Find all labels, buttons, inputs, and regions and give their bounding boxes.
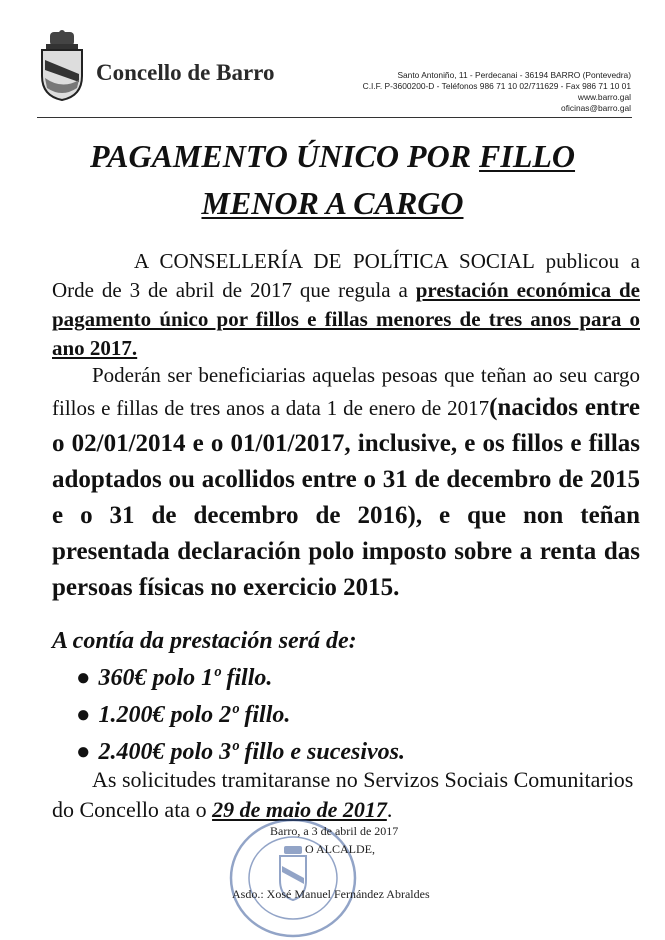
cif-phone-text: C.I.F. P-3600200-D - Teléfonos 986 71 10 02/711629 - Fax 986 71 10 01 [362,81,631,91]
title-line2-text: MENOR A CARGO [201,185,464,221]
bullet-icon: ● [76,665,91,691]
beneficiaries-bold-text: (nacidos entre o 02/01/2014 e o 01/01/2017, inclusive, e os fillos e fillas adoptados ou acollidos entre o 31 de decembro de 2015 e o 31 de decembro de 2016), e que non teñan presentada declaración polo imposto sobre a renta das persoas físicas no exercicio 2015. [52,394,640,601]
amounts-list [76,660,405,771]
letterhead [0,0,665,125]
document-title-line1 [0,138,665,175]
bullet-icon: ● [76,702,91,728]
signer-name: Asdo.: Xosé Manuel Fernández Abraldes [232,887,430,901]
contact-block [363,70,631,114]
website-text: www.barro.gal [577,92,631,102]
title-part-b: FILLO [479,138,576,174]
list-item [76,660,405,697]
place-date: Barro, a 3 de abril de 2017 [270,824,399,838]
intro-paragraph [52,247,640,363]
closing-end: . [386,797,393,822]
beneficiaries-paragraph [52,361,640,606]
document-title-line2 [0,185,665,222]
coat-of-arms-icon [37,30,87,102]
header-divider [37,117,632,118]
intro-highlight: prestación económica de pagamento único por fillos e fillas menores de tres anos para o ano 2017. [52,278,640,360]
deadline-date: 29 de maio de 2017 [212,797,387,822]
address-text: Santo Antoniño, 11 - Perdecanai - 36194 BARRO (Pontevedra) [397,70,631,80]
amount-text: 2.400€ polo 3º fillo e sucesivos. [98,739,406,765]
organization-name: Concello de Barro [96,60,275,85]
bullet-icon: ● [76,739,91,765]
intro-text: A CONSELLERÍA DE POLÍTICA SOCIAL publicou a Orde de 3 de abril de 2017 que regula a [52,249,640,302]
amount-text: 1.200€ polo 2º fillo. [98,702,291,728]
closing-text: As solicitudes tramitaranse no Servizos Sociais Comunitarios do Concello ata o [52,767,634,822]
beneficiaries-text: Poderán ser beneficiarias aquelas pesoas que teñan ao seu cargo fillos e fillas de tres anos a data 1 de enero de 2017 [52,363,640,420]
title-part-a: PAGAMENTO ÚNICO POR [89,138,480,174]
mayor-title: O ALCALDE, [305,842,375,856]
amounts-heading: A contía da prestación será de: [52,628,357,654]
email-text: oficinas@barro.gal [561,103,631,113]
list-item [76,697,405,734]
amount-text: 360€ polo 1º fillo. [98,665,273,691]
